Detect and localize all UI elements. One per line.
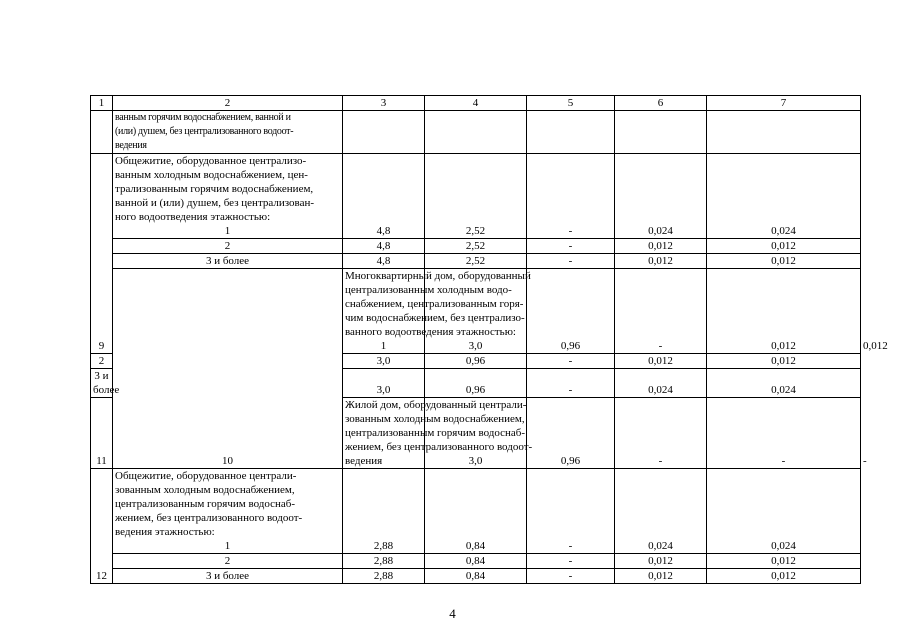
value-cell: 3,0 <box>343 369 425 398</box>
description-line: трализованным горячим водоснабжением, <box>115 183 314 195</box>
floor-label: 3 и более <box>113 254 343 269</box>
description-line: ванным горячим водоснабжением, ванной и <box>115 112 291 123</box>
value-cell <box>425 111 527 154</box>
header-cell-2: 2 <box>113 96 343 111</box>
value-cell: 0,012 <box>707 554 861 569</box>
floor-label: 3 и более <box>91 369 113 398</box>
value-cell: 0,012 <box>615 354 707 369</box>
description-line: жением, без централизованного водоот- <box>115 512 303 524</box>
value-cell: - <box>527 254 615 269</box>
row-number: 10 <box>113 269 343 469</box>
value-cell: 0,012 <box>615 569 707 584</box>
description-line: Жилой дом, оборудованный централи- <box>345 399 527 411</box>
value-cell: 0,84 <box>425 469 527 554</box>
description-line: (или) душем, без централизованного водоот- <box>115 126 294 137</box>
value-cell: 4,8 <box>343 239 425 254</box>
value-cell: 0,96 <box>425 354 527 369</box>
value-cell: 2,88 <box>343 569 425 584</box>
value-cell: 0,96 <box>527 269 615 354</box>
row-number: 11 <box>91 398 113 469</box>
table-row <box>91 239 861 254</box>
value-cell: 0,012 <box>707 254 861 269</box>
header-row <box>91 96 861 111</box>
value-cell: 0,024 <box>615 469 707 554</box>
row-number: 12 <box>91 469 113 584</box>
value-cell: 0,012 <box>707 269 861 354</box>
table-row <box>91 569 861 584</box>
header-cell-3: 3 <box>343 96 425 111</box>
description-line: Многоквартирный дом, оборудованный <box>345 270 531 282</box>
table-row <box>91 554 861 569</box>
row-description <box>113 469 343 554</box>
value-cell: 0,024 <box>615 154 707 239</box>
value-cell: 2,52 <box>425 239 527 254</box>
value-cell: 2,52 <box>425 254 527 269</box>
row-description <box>113 154 343 239</box>
description-line: централизованным горячим водоснаб- <box>345 427 526 439</box>
value-cell <box>527 111 615 154</box>
floor-label: 3 и более <box>113 569 343 584</box>
table-row <box>91 154 861 239</box>
value-cell <box>615 111 707 154</box>
floor-label: 2 <box>113 554 343 569</box>
value-cell: 0,012 <box>707 354 861 369</box>
value-cell: - <box>527 554 615 569</box>
header-cell-5: 5 <box>527 96 615 111</box>
value-cell: 0,012 <box>615 554 707 569</box>
value-cell: 2,52 <box>425 154 527 239</box>
description-line: чим водоснабжением, без централизо- <box>345 312 525 324</box>
description-line: ного водоотведения этажностью: <box>115 211 271 223</box>
value-cell: - <box>615 398 707 469</box>
value-cell: 0,024 <box>707 469 861 554</box>
value-cell: 3,0 <box>425 398 527 469</box>
value-cell: - <box>615 269 707 354</box>
value-cell: 4,8 <box>343 254 425 269</box>
description-line: жением, без централизованного водоот- <box>345 441 533 453</box>
header-cell-4: 4 <box>425 96 527 111</box>
header-cell-1: 1 <box>91 96 113 111</box>
value-cell: 0,96 <box>527 398 615 469</box>
table-row: 11 Жилой дом, оборудованный централи- зованным холодным водоснабжением, централизованным горячим водоснаб- жением, без централизованного водоот- ведения 3,0 0,96 - - - <box>91 398 861 469</box>
description-line: централизованным горячим водоснаб- <box>115 498 296 510</box>
norms-table <box>90 95 888 584</box>
page-number: 4 <box>449 606 456 621</box>
description-line: ведения <box>115 140 147 151</box>
value-cell <box>343 111 425 154</box>
floor-label: 2 <box>91 354 113 369</box>
value-cell: 0,024 <box>615 369 707 398</box>
value-cell: 2,88 <box>343 554 425 569</box>
value-cell: - <box>527 469 615 554</box>
value-cell: 0,84 <box>425 569 527 584</box>
value-cell: 0,012 <box>615 239 707 254</box>
description-line: зованным холодным водоснабжением, <box>345 413 525 425</box>
description-line: Общежитие, оборудованное централизо- <box>115 155 307 167</box>
value-cell: 0,012 <box>615 254 707 269</box>
value-cell: 4,8 <box>343 154 425 239</box>
value-cell: 0,96 <box>425 369 527 398</box>
description-line: ведения этажностью: <box>115 526 215 538</box>
row-number: 9 <box>91 154 113 354</box>
description-line: ванной и (или) душем, без централизован- <box>115 197 315 209</box>
header-cell-6: 6 <box>615 96 707 111</box>
value-cell: - <box>527 569 615 584</box>
value-cell <box>707 111 861 154</box>
description-line: ванного водоотведения этажностью: <box>345 326 516 338</box>
value-cell: - <box>527 354 615 369</box>
value-cell: 2,88 <box>343 469 425 554</box>
header-cell-7: 7 <box>707 96 861 111</box>
floor-label: 1 <box>224 225 231 237</box>
value-cell: - <box>527 154 615 239</box>
description-line: снабжением, централизованным горя- <box>345 298 524 310</box>
floor-label: 1 <box>380 340 387 352</box>
value-cell: 0,012 <box>707 569 861 584</box>
row-description <box>113 111 343 154</box>
value-cell: - <box>527 369 615 398</box>
value-cell: - <box>707 398 861 469</box>
value-cell: 0,012 <box>707 239 861 254</box>
table-row: 10 Многоквартирный дом, оборудованный централизованным холодным водо- снабжением, централизованным горя- чим водоснабжением, без централизо- ванного водоотведения этажностью: 1 3,0 0,96 - 0,012 0,012 <box>91 269 861 354</box>
description-line: зованным холодным водоснабжением, <box>115 484 295 496</box>
description-line: Общежитие, оборудованное централи- <box>115 470 297 482</box>
value-cell: - <box>527 239 615 254</box>
floor-label: 1 <box>224 540 231 552</box>
description-line: централизованным холодным водо- <box>345 284 512 296</box>
continuation-row <box>91 111 861 154</box>
row-number <box>91 111 113 154</box>
table-row <box>91 254 861 269</box>
value-cell: 0,84 <box>425 554 527 569</box>
floor-label: 2 <box>113 239 343 254</box>
value-cell: 0,024 <box>707 154 861 239</box>
value-cell: 0,024 <box>707 369 861 398</box>
description-line: ванным холодным водоснабжением, цен- <box>115 169 308 181</box>
value-cell: 3,0 <box>425 269 527 354</box>
description-line: ведения <box>345 455 383 467</box>
value-cell: 3,0 <box>343 354 425 369</box>
table-row <box>91 469 861 554</box>
